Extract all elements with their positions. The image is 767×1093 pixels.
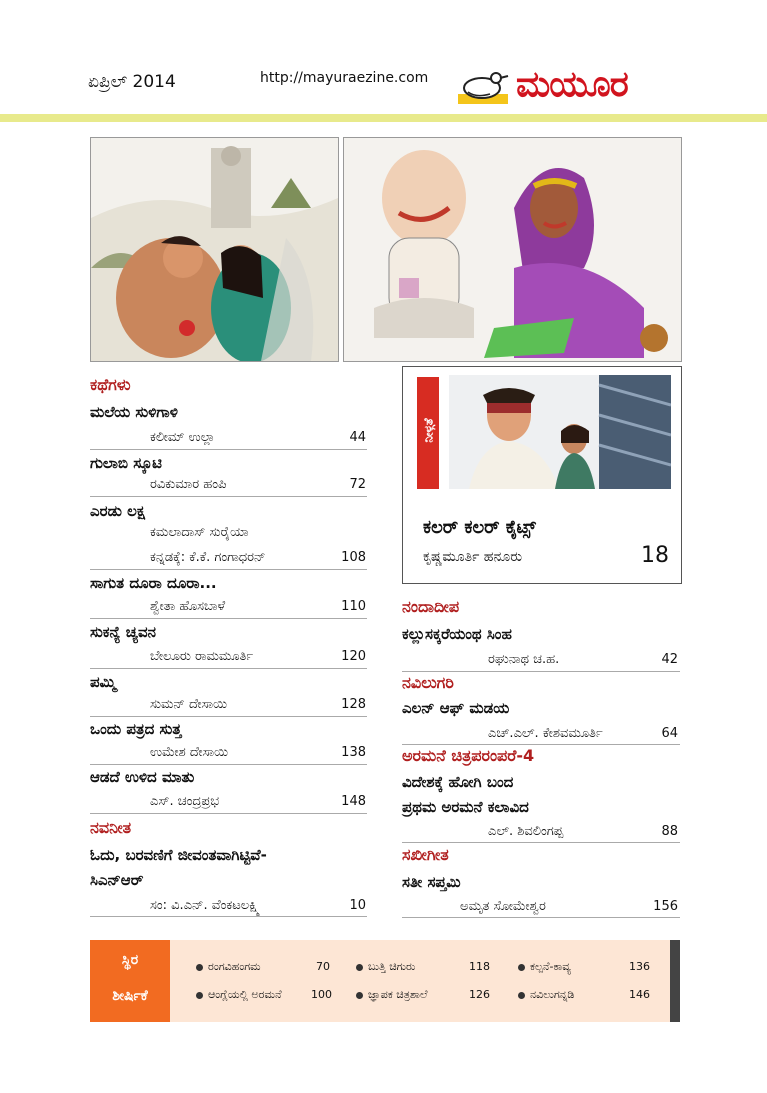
story-page: 44 <box>349 430 366 445</box>
bullet-icon <box>196 992 203 999</box>
story-title[interactable]: ಗುಲಾಬಿ ಸ್ಕೂಟಿ <box>90 454 162 472</box>
story-page: 88 <box>661 824 678 839</box>
fixed-item-page: 118 <box>469 960 490 973</box>
fixed-item-page: 100 <box>311 988 332 1001</box>
section-title-navaneeta: ನವನೀತ <box>90 818 132 837</box>
story-title[interactable]: ಒಂದು ಪತ್ರದ ಸುತ್ತ <box>90 720 182 738</box>
divider <box>90 449 367 450</box>
story-author: ಅಮೃತ ಸೋಮೇಶ್ವರ <box>460 899 546 914</box>
feature-story-box[interactable] <box>402 366 682 584</box>
story-author: ಕಮಲಾದಾಸ್ ಸುರೈಯಾ <box>150 525 249 540</box>
logo-text: ಮಯೂರ <box>516 64 628 105</box>
story-page: 156 <box>653 899 678 914</box>
story-page: 64 <box>661 726 678 741</box>
story-author: ಎಲ್. ಶಿವಲಿಂಗಪ್ಪ <box>488 824 564 839</box>
story-author: ಎಚ್.ಎಲ್. ಕೇಶವಮೂರ್ತಿ <box>488 726 603 741</box>
divider <box>90 618 367 619</box>
feature-author: ಕೃಷ್ಣಮೂರ್ತಿ ಹನೂರು <box>423 549 523 565</box>
story-author: ಸಂ: ವಿ.ಎನ್. ವೆಂಕಟಲಕ್ಷ್ಮಿ <box>150 898 261 913</box>
feature-tab <box>417 377 439 489</box>
bullet-icon <box>518 964 525 971</box>
fixed-item[interactable]: ಬುತ್ತಿ ಚಿಗುರು <box>368 960 416 973</box>
divider <box>90 916 367 917</box>
story-translator: ಕನ್ನಡಕ್ಕೆ: ಕೆ.ಕೆ. ಗಂಗಾಧರನ್ <box>150 550 266 565</box>
divider <box>90 764 367 765</box>
story-page: 108 <box>341 550 366 565</box>
story-title-line1[interactable]: ಓದು, ಬರವಣಿಗೆ ಜೀವಂತವಾಗಿಟ್ಟಿವೆ- <box>90 846 267 864</box>
fixed-item-page: 70 <box>316 960 330 973</box>
story-author: ಶ್ವೇತಾ ಹೊಸಬಾಳೆ <box>150 599 226 614</box>
story-author: ರಘುನಾಥ ಚ.ಹ. <box>488 652 560 667</box>
story-page: 72 <box>349 477 366 492</box>
divider <box>90 813 367 814</box>
fixed-columns-box <box>90 940 680 1022</box>
story-title-line1[interactable]: ವಿದೇಶಕ್ಕೆ ಹೋಗಿ ಬಂದ <box>402 773 514 791</box>
divider <box>402 671 680 672</box>
feature-title[interactable]: ಕಲರ್ ಕಲರ್ ಕೈಟ್ಸ್ <box>423 517 536 538</box>
divider <box>402 744 680 745</box>
divider <box>90 496 367 497</box>
fixed-item-page: 136 <box>629 960 650 973</box>
divider <box>90 716 367 717</box>
story-title-line2[interactable]: ಸಿಎನ್‌ಆರ್ <box>90 871 144 889</box>
header-bar <box>0 114 767 122</box>
story-author: ಎಸ್. ಚಂದ್ರಪ್ರಭ <box>150 794 220 809</box>
divider <box>402 842 680 843</box>
story-author: ರವಿಕುಮಾರ ಹಂಪಿ <box>150 477 227 492</box>
story-title[interactable]: ಸತೀ ಸಪ್ತಮಿ <box>402 873 461 891</box>
fixed-item[interactable]: ನವಿಲುಗನ್ನಡಿ <box>530 988 575 1001</box>
story-title[interactable]: ಮಲೆಯ ಸುಳಿಗಾಳಿ <box>90 403 178 421</box>
section-title-sakheegeeta: ಸಖೀಗೀತ <box>402 845 449 864</box>
fixed-columns-edge <box>670 940 680 1022</box>
website-url[interactable]: http://mayuraezine.com <box>260 70 429 86</box>
story-title[interactable]: ಪಮ್ಮಿ <box>90 673 116 691</box>
divider <box>90 569 367 570</box>
feature-illustration <box>449 375 671 489</box>
bullet-icon <box>356 964 363 971</box>
mayura-logo <box>456 62 686 110</box>
story-title[interactable]: ಎಲನ್ ಆಫ್ ಮಡಯ <box>402 699 510 717</box>
section-title-aramane: ಅರಮನೆ ಚಿತ್ರಪರಂಪರೆ-4 <box>402 746 535 765</box>
fixed-item[interactable]: ಜ್ಞಾಪಕ ಚಿತ್ರಶಾಲೆ <box>368 988 428 1001</box>
story-author: ಉಮೇಶ ದೇಸಾಯಿ <box>150 745 229 760</box>
story-page: 42 <box>661 652 678 667</box>
issue-date: ಏಪ್ರಿಲ್ 2014 <box>88 72 176 92</box>
story-title[interactable]: ಆಡದೆ ಉಳಿದ ಮಾತು <box>90 768 195 786</box>
story-author: ಕಲೀಮ್ ಉಲ್ಲಾ <box>150 430 216 445</box>
peacock-logo-icon <box>456 64 512 108</box>
divider <box>90 668 367 669</box>
story-page: 10 <box>349 898 366 913</box>
story-page: 120 <box>341 649 366 664</box>
story-author: ಸುಮನ್ ದೇಸಾಯಿ <box>150 697 228 712</box>
story-title[interactable]: ಕಲ್ಲುಸಕ್ಕರೆಯಂಥ ಸಿಂಹ <box>402 625 512 643</box>
story-page: 110 <box>341 599 366 614</box>
section-title-stories: ಕಥೆಗಳು <box>90 375 131 394</box>
fixed-label-line1: ಸ್ಥಿರ <box>121 952 139 968</box>
story-page: 128 <box>341 697 366 712</box>
fixed-item-page: 126 <box>469 988 490 1001</box>
bullet-icon <box>518 992 525 999</box>
fixed-item-page: 146 <box>629 988 650 1001</box>
illustration-cartoon <box>343 137 682 362</box>
fixed-label-line2: ಶೀರ್ಷಿಕೆ <box>112 988 148 1004</box>
illustration-couple <box>90 137 339 362</box>
story-title-line2[interactable]: ಪ್ರಥಮ ಅರಮನೆ ಕಲಾವಿದ <box>402 798 529 816</box>
story-title[interactable]: ಸಾಗುತ ದೂರಾ ದೂರಾ... <box>90 574 217 592</box>
story-page: 138 <box>341 745 366 760</box>
fixed-item[interactable]: ಆಂಗ್ಲೆಯಲ್ಲಿ ಅರಮನೆ <box>208 988 282 1001</box>
story-title[interactable]: ಸುಕನ್ಯೆ ಚ್ಯವನ <box>90 623 157 641</box>
section-title-nandadeepa: ನಂದಾದೀಪ <box>402 597 460 616</box>
divider <box>402 917 680 918</box>
story-author: ಬೇಲೂರು ರಾಮಮೂರ್ತಿ <box>150 649 254 664</box>
fixed-item[interactable]: ಕಲ್ಪನೆ-ಕಾವ್ಯ <box>530 960 571 973</box>
feature-page: 18 <box>641 543 669 568</box>
story-page: 148 <box>341 794 366 809</box>
bullet-icon <box>356 992 363 999</box>
bullet-icon <box>196 964 203 971</box>
feature-tab-label: ನೀಳ್ಗತೆ <box>421 418 436 443</box>
fixed-item[interactable]: ರಂಗವಿಹಂಗಮ <box>208 960 261 973</box>
section-title-navilugari: ನವಿಲುಗರಿ <box>402 673 454 692</box>
story-title[interactable]: ಎರಡು ಲಕ್ಷ <box>90 502 145 520</box>
fixed-columns-label-block <box>90 940 170 1022</box>
